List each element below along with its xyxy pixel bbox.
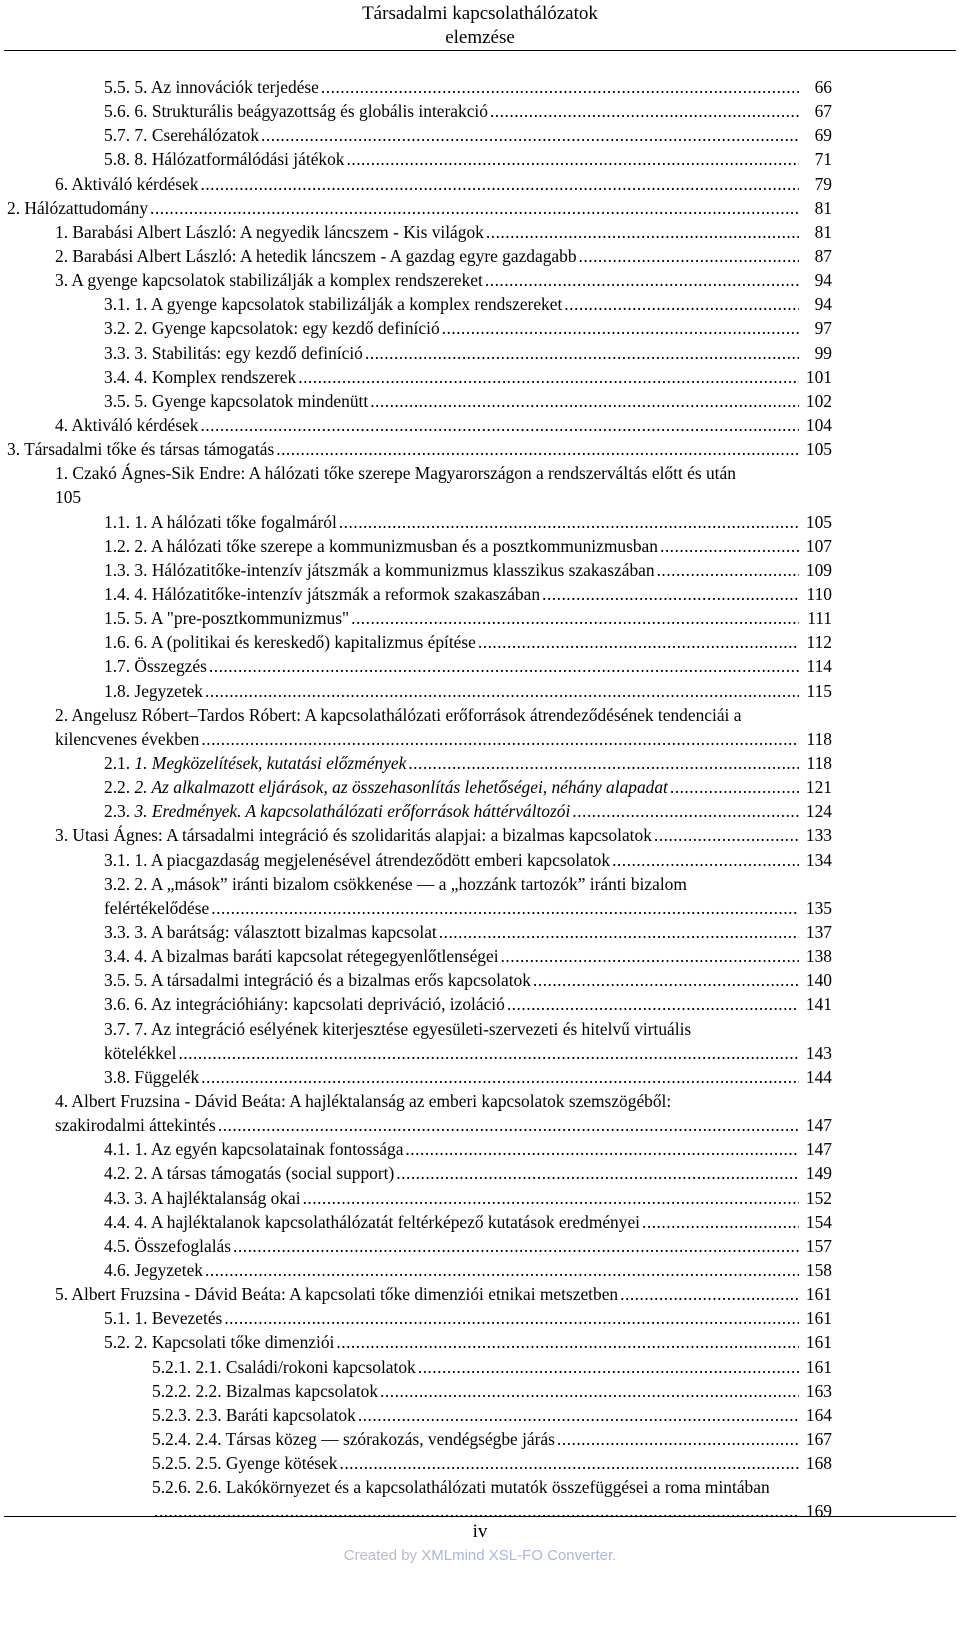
toc-entry[interactable]: [0, 1017, 960, 1065]
toc-entry-title-line1: 3.2. 2. A „mások” iránti bizalom csökkenése — a „hozzánk tartozók” iránti bizalom: [104, 873, 687, 894]
toc-entry[interactable]: [0, 872, 960, 920]
toc-entry[interactable]: [0, 992, 960, 1016]
toc-entry-title-text: 1.5. 5. A "pre-posztkommunizmus": [104, 608, 350, 629]
toc-entry-title-line1: 5.2.6. 2.6. Lakókörnyezet és a kapcsolathálózati mutatók összefüggései a roma mintában: [152, 1477, 770, 1498]
toc-entry-title-text: felértékelődése: [104, 897, 210, 918]
toc-entry-title-text: 4.1. 1. Az egyén kapcsolatainak fontossága: [104, 1139, 404, 1160]
toc-entry-title: [104, 992, 505, 1016]
dot-leader: [533, 968, 799, 992]
toc-entry[interactable]: [0, 848, 960, 872]
toc-entry[interactable]: [0, 630, 960, 654]
toc-entry-title: [104, 389, 368, 413]
toc-entry-title: [7, 437, 274, 461]
dot-leader: [201, 727, 799, 751]
toc-entry-page: 81: [814, 197, 832, 218]
toc-entry-title-text: 2.2.: [104, 777, 135, 798]
dot-leader: [478, 630, 799, 654]
dot-leader: [178, 1041, 799, 1065]
toc-entry-title-text: 3.4. 4. A bizalmas baráti kapcsolat rétegegyenlőtlenségei: [104, 946, 499, 967]
dot-leader: [396, 1161, 799, 1185]
toc-entry-title: [104, 75, 319, 99]
toc-entry-title: [55, 485, 81, 509]
dot-leader: [620, 1282, 799, 1306]
toc-entry-title-line1: 4. Albert Fruzsina - Dávid Beáta: A hajléktalanság az emberi kapcsolatok szemszögéből:: [55, 1090, 672, 1111]
toc-entry-title-text: 6. Aktiváló kérdések: [55, 173, 199, 194]
toc-entry[interactable]: [0, 196, 960, 220]
dot-leader: [542, 582, 799, 606]
toc-entry-page: 161: [805, 1356, 832, 1377]
dot-leader: [657, 558, 799, 582]
toc-entry-title-text: 2.1.: [104, 752, 135, 773]
toc-entry-title: [55, 1282, 618, 1306]
toc-entry-page: 169: [805, 1501, 832, 1522]
toc-entry-title: [55, 727, 199, 751]
dot-leader: [321, 75, 799, 99]
footer-divider: [4, 1516, 956, 1517]
toc-entry[interactable]: [0, 1306, 960, 1330]
toc-entry-title-line1: 3.7. 7. Az integráció esélyének kiterjesztése egyesületi-szervezeti és hitelvű virtuális: [104, 1018, 692, 1039]
toc-entry-title: [104, 968, 531, 992]
toc-entry-page: 118: [806, 728, 832, 749]
toc-entry-title-text: 4.6. Jegyzetek: [104, 1259, 203, 1280]
dot-leader: [201, 1065, 799, 1089]
toc-entry-title: [104, 1186, 301, 1210]
toc-entry-page: 158: [805, 1259, 832, 1280]
table-of-contents: [0, 75, 960, 1524]
toc-entry-title-text: 3.2. 2. Gyenge kapcsolatok: egy kezdő definíció: [104, 318, 440, 339]
toc-entry-title-line1: 1. Czakó Ágnes-Sik Endre: A hálózati tőke szerepe Magyarországon a rendszerváltás előtt és után: [55, 463, 736, 484]
toc-entry-page: 67: [814, 101, 832, 122]
toc-entry-title-text: 5.2.1. 2.1. Családi/rokoni kapcsolatok: [152, 1356, 416, 1377]
toc-entry[interactable]: [0, 703, 960, 751]
dot-leader: [303, 1186, 799, 1210]
toc-entry-title: [104, 775, 668, 799]
toc-entry-title-text: 5.7. 7. Cserehálózatok: [104, 125, 260, 146]
toc-entry-page: 135: [805, 897, 832, 918]
toc-entry[interactable]: [0, 172, 960, 196]
toc-entry[interactable]: [0, 1451, 960, 1475]
toc-entry-title: [55, 172, 198, 196]
toc-entry-page: 69: [814, 125, 832, 146]
toc-entry[interactable]: [0, 1234, 960, 1258]
toc-entry-title-text: 1.1. 1. A hálózati tőke fogalmáról: [104, 511, 337, 532]
toc-entry-page: 104: [805, 414, 832, 435]
toc-entry-title-text: 5.1. 1. Bevezetés: [104, 1308, 223, 1329]
dot-leader: [261, 123, 799, 147]
toc-entry-title-text: 4.3. 3. A hajléktalanság okai: [104, 1187, 301, 1208]
toc-entry-title-text: 3.6. 6. Az integrációhiány: kapcsolati depriváció, izoláció: [104, 994, 505, 1015]
dot-leader: [365, 341, 799, 365]
toc-entry-title-text: 3.5. 5. A társadalmi integráció és a bizalmas erős kapcsolatok: [104, 970, 531, 991]
toc-entry-title-text: 1.7. Összegzés: [104, 656, 207, 677]
toc-entry-page: 124: [805, 801, 832, 822]
toc-entry-title-text: 3.1. 1. A piacgazdaság megjelenésével átrendeződött emberi kapcsolatok: [104, 849, 611, 870]
dot-leader: [358, 1403, 799, 1427]
dot-leader: [405, 1137, 799, 1161]
toc-entry-title-text: 2.3.: [104, 801, 135, 822]
toc-entry-title-text: 3.3. 3. Stabilitás: egy kezdő definíció: [104, 342, 363, 363]
toc-entry-page: 161: [805, 1308, 832, 1329]
toc-entry-page: 133: [805, 825, 832, 846]
dot-leader: [579, 244, 799, 268]
toc-entry-title: [104, 147, 345, 171]
dot-leader: [218, 1113, 799, 1137]
toc-entry[interactable]: [0, 437, 960, 461]
toc-entry[interactable]: [0, 365, 960, 389]
toc-entry-title: [104, 582, 540, 606]
toc-entry[interactable]: [0, 292, 960, 316]
dot-leader: [439, 920, 799, 944]
toc-entry-page: 71: [814, 149, 832, 170]
toc-entry-page: 154: [805, 1211, 832, 1232]
toc-entry-title-text: 5.2.5. 2.5. Gyenge kötések: [152, 1453, 338, 1474]
toc-entry-title-text: kötelékkel: [104, 1042, 177, 1063]
toc-entry[interactable]: [0, 920, 960, 944]
toc-entry-page: 134: [805, 849, 832, 870]
toc-entry[interactable]: [0, 1210, 960, 1234]
toc-entry-title: [152, 1403, 356, 1427]
dot-leader: [339, 510, 799, 534]
header-title-line2: elemzése: [445, 27, 515, 48]
dot-leader: [490, 99, 799, 123]
dot-leader: [660, 534, 799, 558]
dot-leader: [408, 751, 799, 775]
toc-entry[interactable]: [0, 606, 960, 630]
toc-entry[interactable]: [0, 654, 960, 678]
dot-leader: [205, 679, 799, 703]
toc-entry-title-text: 1.3. 3. Hálózatitőke-intenzív játszmák a kommunizmus klasszikus szakaszában: [104, 559, 655, 580]
toc-entry-title-text: 3.8. Függelék: [104, 1066, 200, 1087]
toc-entry-title: [104, 558, 655, 582]
toc-entry[interactable]: [0, 1089, 960, 1137]
toc-entry-page: 147: [805, 1115, 832, 1136]
toc-entry[interactable]: [0, 944, 960, 968]
toc-entry[interactable]: [0, 1403, 960, 1427]
toc-entry[interactable]: [0, 75, 960, 99]
dot-leader: [557, 1427, 799, 1451]
toc-entry[interactable]: [0, 534, 960, 558]
toc-entry-page: 115: [806, 680, 832, 701]
toc-entry[interactable]: [0, 799, 960, 823]
dot-leader: [485, 268, 799, 292]
toc-entry-page: 94: [814, 294, 832, 315]
toc-entry[interactable]: [0, 510, 960, 534]
toc-entry-page: 152: [805, 1187, 832, 1208]
toc-entry-title-text: 4.4. 4. A hajléktalanok kapcsolathálózatát feltérképező kutatások eredményei: [104, 1211, 641, 1232]
toc-entry-title-text: 1.4. 4. Hálózatitőke-intenzív játszmák a reformok szakaszában: [104, 583, 541, 604]
toc-entry-title-text: szakirodalmi áttekintés: [55, 1115, 216, 1136]
dot-leader: [200, 172, 799, 196]
toc-entry[interactable]: [0, 751, 960, 775]
toc-entry-title: [104, 654, 207, 678]
toc-entry-title-text: 5.6. 6. Strukturális beágyazottság és globális interakció: [104, 101, 488, 122]
toc-entry-title: [104, 292, 562, 316]
toc-entry-title: [104, 1330, 334, 1354]
toc-entry-title-italic: 1. Megközelítések, kutatási előzmények: [134, 752, 407, 773]
toc-entry-title: [104, 510, 337, 534]
toc-entry-title-line1: 2. Angelusz Róbert–Tardos Róbert: A kapcsolathálózati erőforrások átrendeződésének tendenciái a: [55, 704, 742, 725]
watermark-prefix: Created by: [343, 1547, 422, 1564]
dot-leader: [380, 1379, 799, 1403]
toc-entry[interactable]: [0, 1065, 960, 1089]
toc-entry-title-text: 1.2. 2. A hálózati tőke szerepe a kommunizmusban és a posztkommunizmusban: [104, 535, 658, 556]
toc-entry-title-italic: 2. Az alkalmazott eljárások, az összehasonlítás lehetőségei, néhány alapadat: [134, 777, 668, 798]
dot-leader: [233, 1234, 799, 1258]
toc-entry-title-text: 1. Barabási Albert László: A negyedik láncszem - Kis világok: [55, 221, 484, 242]
toc-entry-title-text: 2. Hálózattudomány: [7, 197, 149, 218]
toc-entry[interactable]: [0, 220, 960, 244]
toc-entry-page: 101: [805, 366, 832, 387]
toc-entry[interactable]: [0, 341, 960, 365]
toc-entry-title-text: 5.8. 8. Hálózatformálódási játékok: [104, 149, 345, 170]
toc-entry-page: 94: [814, 270, 832, 291]
toc-entry-title: [104, 848, 610, 872]
dot-leader: [564, 292, 799, 316]
toc-entry-page: 111: [807, 608, 832, 629]
dot-leader: [276, 437, 799, 461]
dot-leader: [501, 944, 799, 968]
toc-entry[interactable]: [0, 461, 960, 509]
toc-entry[interactable]: [0, 558, 960, 582]
toc-entry-title: [104, 920, 437, 944]
toc-entry-title-text: 2. Barabási Albert László: A hetedik láncszem - A gazdag egyre gazdagabb: [55, 245, 577, 266]
dot-leader: [205, 1258, 799, 1282]
toc-entry-title-text: 3.4. 4. Komplex rendszerek: [104, 366, 297, 387]
toc-entry-page: 144: [805, 1066, 832, 1087]
toc-entry-page: 140: [805, 970, 832, 991]
toc-entry-title-text: 3.1. 1. A gyenge kapcsolatok stabilizálják a komplex rendszereket: [104, 294, 563, 315]
toc-entry-title: [152, 1355, 416, 1379]
watermark-brand: XMLmind XSL-FO Converter: [421, 1547, 613, 1564]
dot-leader: [224, 1306, 799, 1330]
toc-entry-title-text: 1.6. 6. A (politikai és kereskedő) kapitalizmus építése: [104, 632, 476, 653]
toc-entry-title: [104, 1065, 199, 1089]
toc-entry-title: [104, 1137, 403, 1161]
toc-entry-page: 114: [806, 656, 832, 677]
dot-leader: [507, 992, 799, 1016]
toc-entry-title-text: 4.2. 2. A társas támogatás (social support): [104, 1163, 395, 1184]
toc-entry-title: [104, 1234, 231, 1258]
toc-entry-page: 109: [805, 559, 832, 580]
dot-leader: [612, 848, 799, 872]
toc-entry-title: [55, 413, 198, 437]
toc-entry-title: [104, 606, 349, 630]
dot-leader: [347, 147, 800, 171]
toc-entry-page: 164: [805, 1404, 832, 1425]
toc-entry-page: 87: [814, 245, 832, 266]
toc-entry[interactable]: [0, 1330, 960, 1354]
toc-entry[interactable]: [0, 244, 960, 268]
toc-entry-title: [104, 679, 203, 703]
toc-entry-title: [55, 244, 577, 268]
dot-leader: [418, 1355, 799, 1379]
toc-entry-title-text: 5.5. 5. Az innovációk terjedése: [104, 77, 319, 97]
toc-entry[interactable]: [0, 823, 960, 847]
toc-entry[interactable]: [0, 389, 960, 413]
toc-entry-title: [104, 630, 476, 654]
toc-entry[interactable]: [0, 1161, 960, 1185]
toc-entry-title-text: 3. A gyenge kapcsolatok stabilizálják a komplex rendszereket: [55, 270, 483, 291]
dot-leader: [211, 896, 799, 920]
toc-entry-page: 157: [805, 1235, 832, 1256]
toc-entry-page: 105: [805, 511, 832, 532]
toc-entry-title: [104, 1041, 176, 1065]
toc-entry[interactable]: [0, 1282, 960, 1306]
toc-entry-page: 137: [805, 921, 832, 942]
toc-entry-title: [7, 196, 148, 220]
toc-entry-title: [55, 1113, 216, 1137]
dot-leader: [670, 775, 799, 799]
toc-entry-page: 105: [805, 439, 832, 460]
toc-entry-page: 66: [814, 77, 832, 97]
converter-watermark: [0, 1547, 960, 1564]
dot-leader: [209, 654, 799, 678]
toc-entry-title-text: 5.2.3. 2.3. Baráti kapcsolatok: [152, 1404, 356, 1425]
toc-entry-page: 168: [805, 1453, 832, 1474]
toc-entry-title: [104, 751, 406, 775]
toc-entry[interactable]: [0, 1258, 960, 1282]
toc-entry-title: [104, 365, 296, 389]
toc-entry-title-text: 3.3. 3. A barátság: választott bizalmas kapcsolat: [104, 921, 437, 942]
toc-entry-page: 118: [806, 752, 832, 773]
toc-entry-title: [104, 534, 658, 558]
running-header: [0, 0, 960, 50]
dot-leader: [370, 389, 799, 413]
dot-leader: [150, 196, 799, 220]
toc-entry[interactable]: [0, 268, 960, 292]
toc-entry-title-text: 5. Albert Fruzsina - Dávid Beáta: A kapcsolati tőke dimenziói etnikai metszetben: [55, 1284, 619, 1305]
toc-entry-page: 147: [805, 1139, 832, 1160]
toc-entry[interactable]: [0, 968, 960, 992]
toc-entry-title: [104, 341, 363, 365]
toc-entry-page: 110: [806, 583, 832, 604]
header-divider: [4, 50, 956, 51]
dot-leader: [200, 413, 799, 437]
toc-entry-page: 163: [805, 1380, 832, 1401]
toc-entry[interactable]: [0, 99, 960, 123]
toc-entry[interactable]: [0, 1137, 960, 1161]
toc-entry-title: [152, 1451, 337, 1475]
toc-entry-page: 99: [814, 342, 832, 363]
toc-entry-title: [55, 823, 652, 847]
dot-leader: [298, 365, 799, 389]
toc-entry-title-text: 3.5. 5. Gyenge kapcsolatok mindenütt: [104, 390, 369, 411]
dot-leader: [339, 1451, 799, 1475]
toc-entry[interactable]: [0, 679, 960, 703]
toc-entry-title-text: 4. Aktiváló kérdések: [55, 414, 199, 435]
watermark-suffix: .: [612, 1547, 617, 1564]
dot-leader: [442, 316, 799, 340]
toc-entry-title-text: kilencvenes években: [55, 728, 200, 749]
toc-entry-page: 149: [805, 1163, 832, 1184]
toc-entry-page: 161: [805, 1332, 832, 1353]
toc-entry-page: 102: [805, 390, 832, 411]
toc-entry-title: [55, 268, 483, 292]
toc-entry-title-italic: 3. Eredmények. A kapcsolathálózati erőforrások háttérváltozói: [134, 801, 571, 822]
toc-entry-page: 138: [805, 946, 832, 967]
toc-entry-title: [104, 1210, 640, 1234]
toc-entry[interactable]: [0, 1355, 960, 1379]
toc-entry-page: 143: [805, 1042, 832, 1063]
toc-entry[interactable]: [0, 775, 960, 799]
toc-entry-title: [104, 799, 570, 823]
toc-entry-title-text: 3. Utasi Ágnes: A társadalmi integráció és szolidaritás alapjai: a bizalmas kapcsolatok: [55, 825, 652, 846]
toc-entry-page: 161: [805, 1284, 832, 1305]
toc-entry-title-text: 5.2.4. 2.4. Társas közeg — szórakozás, vendégségbe járás: [152, 1428, 555, 1449]
toc-entry-page: 79: [814, 173, 832, 194]
toc-entry-page: 121: [805, 777, 832, 798]
toc-entry-title-text: 105: [55, 487, 82, 508]
toc-entry[interactable]: [0, 147, 960, 171]
dot-leader: [654, 823, 799, 847]
toc-entry-title: [104, 123, 259, 147]
toc-entry[interactable]: [0, 1427, 960, 1451]
toc-entry-title: [104, 316, 440, 340]
toc-entry[interactable]: [0, 123, 960, 147]
dot-leader: [336, 1330, 799, 1354]
toc-entry-page: 107: [805, 535, 832, 556]
dot-leader: [486, 220, 799, 244]
dot-leader: [572, 799, 799, 823]
toc-entry-title: [152, 1379, 378, 1403]
toc-entry-page: 97: [814, 318, 832, 339]
toc-entry-title-text: 5.2.2. 2.2. Bizalmas kapcsolatok: [152, 1380, 379, 1401]
toc-entry[interactable]: [0, 1379, 960, 1403]
toc-entry[interactable]: [0, 413, 960, 437]
toc-entry-title: [104, 896, 209, 920]
toc-entry-page: 112: [806, 632, 832, 653]
toc-entry-title: [104, 1306, 222, 1330]
toc-entry-title-text: 1.8. Jegyzetek: [104, 680, 203, 701]
toc-entry-title-text: 3. Társadalmi tőke és társas támogatás: [7, 439, 275, 460]
dot-leader: [351, 606, 799, 630]
toc-entry-title-text: 4.5. Összefoglalás: [104, 1235, 232, 1256]
header-title-line1: Társadalmi kapcsolathálózatok: [362, 3, 598, 24]
toc-entry-title-text: 5.2. 2. Kapcsolati tőke dimenziói: [104, 1332, 335, 1353]
toc-entry-title: [104, 99, 488, 123]
toc-entry-title: [55, 220, 484, 244]
toc-entry-page: 141: [805, 994, 832, 1015]
toc-entry-title: [104, 1258, 203, 1282]
toc-entry-title: [104, 1161, 394, 1185]
dot-leader: [642, 1210, 799, 1234]
toc-entry[interactable]: [0, 1186, 960, 1210]
toc-entry[interactable]: [0, 582, 960, 606]
toc-entry-title: [104, 944, 499, 968]
toc-entry-page: 81: [814, 221, 832, 242]
toc-entry-title: [152, 1427, 555, 1451]
page-number: iv: [472, 1521, 488, 1542]
toc-entry[interactable]: [0, 316, 960, 340]
toc-entry-page: 167: [805, 1428, 832, 1449]
